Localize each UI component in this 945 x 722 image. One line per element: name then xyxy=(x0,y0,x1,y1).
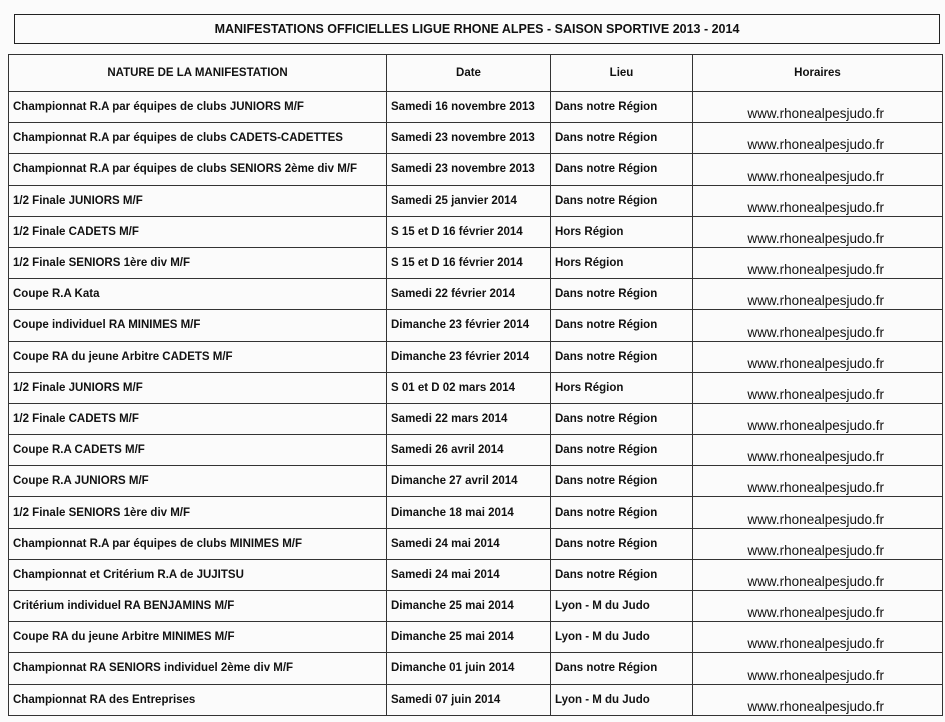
cell-nature: Championnat et Critérium R.A de JUJITSU xyxy=(9,559,387,590)
cell-date: Samedi 25 janvier 2014 xyxy=(387,185,551,216)
cell-nature: Championnat RA des Entreprises xyxy=(9,684,387,715)
cell-horaires: www.rhonealpesjudo.fr xyxy=(693,92,943,123)
cell-lieu: Hors Région xyxy=(551,247,693,278)
cell-date: Samedi 16 novembre 2013 xyxy=(387,92,551,123)
cell-date: S 15 et D 16 février 2014 xyxy=(387,247,551,278)
cell-date: Samedi 22 mars 2014 xyxy=(387,403,551,434)
table-row xyxy=(9,528,943,559)
cell-horaires: www.rhonealpesjudo.fr xyxy=(693,123,943,154)
table-row xyxy=(9,247,943,278)
cell-lieu: Dans notre Région xyxy=(551,497,693,528)
cell-nature: 1/2 Finale SENIORS 1ère div M/F xyxy=(9,247,387,278)
cell-lieu: Lyon - M du Judo xyxy=(551,622,693,653)
table-row xyxy=(9,435,943,466)
table-row xyxy=(9,123,943,154)
header-nature: NATURE DE LA MANIFESTATION xyxy=(9,55,387,92)
cell-lieu: Dans notre Région xyxy=(551,310,693,341)
cell-lieu: Dans notre Région xyxy=(551,435,693,466)
cell-date: Dimanche 27 avril 2014 xyxy=(387,466,551,497)
table-row xyxy=(9,466,943,497)
cell-nature: Championnat R.A par équipes de clubs JUNIORS M/F xyxy=(9,92,387,123)
cell-horaires: www.rhonealpesjudo.fr xyxy=(693,591,943,622)
table-row xyxy=(9,403,943,434)
cell-horaires: www.rhonealpesjudo.fr xyxy=(693,372,943,403)
cell-nature: Championnat R.A par équipes de clubs CADETS-CADETTES xyxy=(9,123,387,154)
table-row xyxy=(9,497,943,528)
table-row xyxy=(9,622,943,653)
cell-nature: Coupe RA du jeune Arbitre MINIMES M/F xyxy=(9,622,387,653)
table-row xyxy=(9,92,943,123)
cell-nature: 1/2 Finale JUNIORS M/F xyxy=(9,372,387,403)
cell-lieu: Lyon - M du Judo xyxy=(551,684,693,715)
cell-date: Samedi 24 mai 2014 xyxy=(387,528,551,559)
cell-horaires: www.rhonealpesjudo.fr xyxy=(693,216,943,247)
cell-horaires: www.rhonealpesjudo.fr xyxy=(693,279,943,310)
table-row xyxy=(9,591,943,622)
cell-horaires: www.rhonealpesjudo.fr xyxy=(693,653,943,684)
table-row xyxy=(9,279,943,310)
cell-nature: Critérium individuel RA BENJAMINS M/F xyxy=(9,591,387,622)
cell-nature: Coupe RA du jeune Arbitre CADETS M/F xyxy=(9,341,387,372)
events-table xyxy=(8,54,943,716)
cell-horaires: www.rhonealpesjudo.fr xyxy=(693,435,943,466)
cell-date: Dimanche 25 mai 2014 xyxy=(387,622,551,653)
table-row xyxy=(9,653,943,684)
table-row xyxy=(9,559,943,590)
cell-date: Samedi 23 novembre 2013 xyxy=(387,154,551,185)
cell-horaires: www.rhonealpesjudo.fr xyxy=(693,684,943,715)
page-title: MANIFESTATIONS OFFICIELLES LIGUE RHONE ALPES - SAISON SPORTIVE 2013 - 2014 xyxy=(14,14,940,44)
cell-lieu: Dans notre Région xyxy=(551,154,693,185)
cell-lieu: Hors Région xyxy=(551,216,693,247)
cell-date: Samedi 23 novembre 2013 xyxy=(387,123,551,154)
cell-nature: Coupe R.A CADETS M/F xyxy=(9,435,387,466)
cell-lieu: Lyon - M du Judo xyxy=(551,591,693,622)
header-lieu: Lieu xyxy=(551,55,693,92)
header-date: Date xyxy=(387,55,551,92)
cell-nature: Coupe R.A Kata xyxy=(9,279,387,310)
cell-nature: Championnat R.A par équipes de clubs MINIMES M/F xyxy=(9,528,387,559)
cell-nature: 1/2 Finale CADETS M/F xyxy=(9,403,387,434)
header-horaires: Horaires xyxy=(693,55,943,92)
table-row xyxy=(9,684,943,715)
table-row xyxy=(9,216,943,247)
cell-horaires: www.rhonealpesjudo.fr xyxy=(693,466,943,497)
cell-date: Dimanche 18 mai 2014 xyxy=(387,497,551,528)
cell-lieu: Hors Région xyxy=(551,372,693,403)
cell-nature: 1/2 Finale CADETS M/F xyxy=(9,216,387,247)
cell-lieu: Dans notre Région xyxy=(551,653,693,684)
cell-horaires: www.rhonealpesjudo.fr xyxy=(693,622,943,653)
table-row xyxy=(9,310,943,341)
cell-nature: 1/2 Finale SENIORS 1ère div M/F xyxy=(9,497,387,528)
cell-horaires: www.rhonealpesjudo.fr xyxy=(693,341,943,372)
cell-nature: Coupe R.A JUNIORS M/F xyxy=(9,466,387,497)
cell-lieu: Dans notre Région xyxy=(551,279,693,310)
cell-date: Samedi 24 mai 2014 xyxy=(387,559,551,590)
table-row xyxy=(9,185,943,216)
cell-date: Dimanche 23 février 2014 xyxy=(387,310,551,341)
cell-nature: Championnat R.A par équipes de clubs SENIORS 2ème div M/F xyxy=(9,154,387,185)
table-header-row xyxy=(9,55,943,92)
cell-horaires: www.rhonealpesjudo.fr xyxy=(693,247,943,278)
cell-lieu: Dans notre Région xyxy=(551,341,693,372)
cell-date: Samedi 22 février 2014 xyxy=(387,279,551,310)
cell-horaires: www.rhonealpesjudo.fr xyxy=(693,403,943,434)
cell-lieu: Dans notre Région xyxy=(551,185,693,216)
cell-lieu: Dans notre Région xyxy=(551,466,693,497)
cell-horaires: www.rhonealpesjudo.fr xyxy=(693,559,943,590)
cell-nature: 1/2 Finale JUNIORS M/F xyxy=(9,185,387,216)
cell-lieu: Dans notre Région xyxy=(551,403,693,434)
table-row xyxy=(9,154,943,185)
cell-lieu: Dans notre Région xyxy=(551,123,693,154)
cell-lieu: Dans notre Région xyxy=(551,92,693,123)
cell-lieu: Dans notre Région xyxy=(551,559,693,590)
cell-date: S 15 et D 16 février 2014 xyxy=(387,216,551,247)
cell-date: Samedi 07 juin 2014 xyxy=(387,684,551,715)
cell-date: Dimanche 23 février 2014 xyxy=(387,341,551,372)
cell-date: Dimanche 01 juin 2014 xyxy=(387,653,551,684)
table-row xyxy=(9,372,943,403)
cell-horaires: www.rhonealpesjudo.fr xyxy=(693,154,943,185)
cell-date: Samedi 26 avril 2014 xyxy=(387,435,551,466)
cell-horaires: www.rhonealpesjudo.fr xyxy=(693,185,943,216)
cell-nature: Championnat RA SENIORS individuel 2ème div M/F xyxy=(9,653,387,684)
cell-horaires: www.rhonealpesjudo.fr xyxy=(693,497,943,528)
cell-lieu: Dans notre Région xyxy=(551,528,693,559)
cell-date: S 01 et D 02 mars 2014 xyxy=(387,372,551,403)
cell-nature: Coupe individuel RA MINIMES M/F xyxy=(9,310,387,341)
cell-horaires: www.rhonealpesjudo.fr xyxy=(693,528,943,559)
cell-horaires: www.rhonealpesjudo.fr xyxy=(693,310,943,341)
table-row xyxy=(9,341,943,372)
cell-date: Dimanche 25 mai 2014 xyxy=(387,591,551,622)
